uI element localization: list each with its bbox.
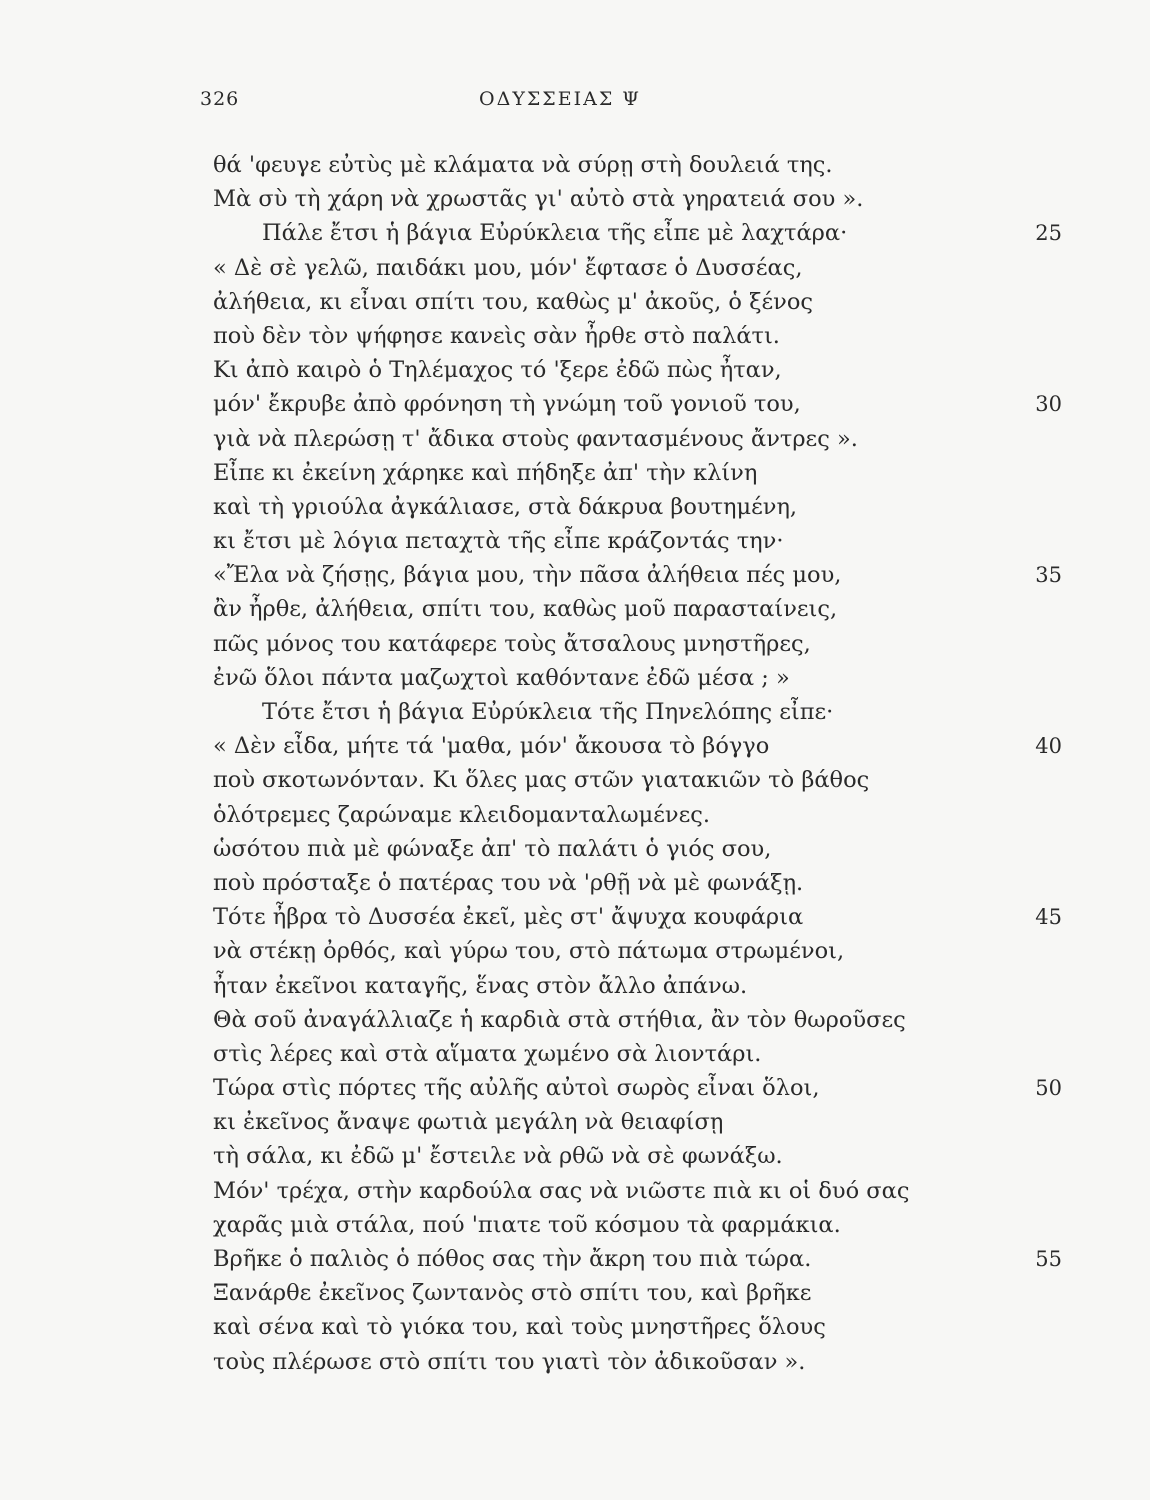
verse-line	[0, 558, 1150, 592]
verse-text: Μὰ σὺ τὴ χάρη νὰ χρωστᾶς γι' αὐτὸ στὰ γηρατειά σου ».	[213, 186, 864, 213]
verse-text: Εἶπε κι ἐκείνη χάρηκε καὶ πήδηξε ἀπ' τὴν κλίνη	[213, 459, 758, 486]
line-number: 35	[1035, 563, 1062, 588]
verse-line	[0, 422, 1150, 456]
verse-line	[0, 490, 1150, 524]
verse-text: Τότε ἦβρα τὸ Δυσσέα ἐκεῖ, μὲς στ' ἄψυχα κουφάρια	[213, 904, 804, 931]
verse-text: τὴ σάλα, κι ἐδῶ μ' ἔστειλε νὰ ρθῶ νὰ σὲ φωνάξω.	[213, 1143, 783, 1170]
verse-text: Μόν' τρέχα, στὴν καρδούλα σας νὰ νιῶστε πιὰ κι οἱ δυό σας	[213, 1177, 910, 1204]
line-number: 55	[1035, 1247, 1062, 1271]
verse-line	[0, 353, 1150, 387]
verse-line	[0, 695, 1150, 729]
verse-line	[0, 798, 1150, 832]
verse-line	[0, 216, 1150, 250]
verse-text: μόν' ἔκρυβε ἀπὸ φρόνηση τὴ γνώμη τοῦ γονιοῦ του,	[213, 391, 801, 418]
verse-text: καὶ σένα καὶ τὸ γιόκα του, καὶ τοὺς μνηστῆρες ὅλους	[213, 1314, 826, 1341]
verse-line	[0, 969, 1150, 1003]
verse-text: ὁλότρεμες ζαρώναμε κλειδομανταλωμένες.	[213, 801, 710, 828]
verse-line	[0, 866, 1150, 900]
verse-line	[0, 285, 1150, 319]
verse-text: ποὺ δὲν τὸν ψήφησε κανεὶς σὰν ἦρθε στὸ παλάτι.	[213, 322, 780, 349]
verse-line	[0, 900, 1150, 934]
running-head: ΟΔΥΣΣΕΙΑΣ Ψ	[479, 88, 641, 110]
verse-text: «Ἔλα νὰ ζήσῃς, βάγια μου, τὴν πᾶσα ἀλήθεια πές μου,	[213, 562, 842, 589]
verse-text: Τότε ἔτσι ἡ βάγια Εὐρύκλεια τῆς Πηνελόπης εἶπε·	[262, 699, 834, 725]
verse-text: ἀλήθεια, κι εἶναι σπίτι του, καθὼς μ' ἀκοῦς, ὁ ξένος	[213, 288, 814, 315]
verse-line	[0, 832, 1150, 866]
verse-line	[0, 456, 1150, 490]
verse-text: ὡσότου πιὰ μὲ φώναξε ἀπ' τὸ παλάτι ὁ γιός σου,	[213, 835, 772, 862]
verse-line	[0, 148, 1150, 182]
verse-text: Ξανάρθε ἐκεῖνος ζωντανὸς στὸ σπίτι του, καὶ βρῆκε	[213, 1280, 812, 1307]
page-number: 326	[200, 88, 240, 110]
verse-line	[0, 1310, 1150, 1344]
verse-text: ἦταν ἐκεῖνοι καταγῆς, ἕνας στὸν ἄλλο ἀπάνω.	[213, 972, 748, 999]
verse-line	[0, 182, 1150, 216]
verse-text: ποὺ σκοτωνόνταν. Κι ὅλες μας στῶν γιατακιῶν τὸ βάθος	[213, 767, 870, 794]
line-number: 30	[1035, 392, 1062, 417]
verse-text: ἐνῶ ὅλοι πάντα μαζωχτοὶ καθόντανε ἐδῶ μέσα ; »	[213, 664, 790, 691]
verse-text: στὶς λέρες καὶ στὰ αἵματα χωμένο σὰ λιοντάρι.	[213, 1040, 762, 1067]
verse-line	[0, 1242, 1150, 1276]
verse-line	[0, 1105, 1150, 1139]
verse-text: « Δὲν εἶδα, μήτε τά 'μαθα, μόν' ἄκουσα τὸ βόγγο	[213, 733, 770, 760]
page-header	[200, 88, 920, 118]
line-number: 40	[1035, 734, 1062, 759]
verse-text: γιὰ νὰ πλερώσῃ τ' ἄδικα στοὺς φαντασμένους ἄντρες ».	[213, 425, 858, 452]
verse-text: τοὺς πλέρωσε στὸ σπίτι του γιατὶ τὸν ἀδικοῦσαν ».	[213, 1348, 806, 1375]
verse-line	[0, 1139, 1150, 1173]
verse-line	[0, 661, 1150, 695]
verse-text: πῶς μόνος του κατάφερε τοὺς ἄτσαλους μνηστῆρες,	[213, 630, 811, 657]
line-number: 50	[1035, 1076, 1062, 1101]
verse-line	[0, 729, 1150, 763]
verse-text: θά 'φευγε εὐτὺς μὲ κλάματα νὰ σύρῃ στὴ δουλειά της.	[213, 152, 833, 178]
verse-text: Πάλε ἔτσι ἡ βάγια Εὐρύκλεια τῆς εἶπε μὲ λαχτάρα·	[262, 220, 848, 247]
verse-line	[0, 1345, 1150, 1379]
verse-text: καὶ τὴ γριούλα ἀγκάλιασε, στὰ δάκρυα βουτημένη,	[213, 493, 798, 520]
line-number: 25	[1035, 221, 1062, 246]
verse-line	[0, 251, 1150, 285]
verse-line	[0, 1276, 1150, 1310]
verse-text: κι ἔτσι μὲ λόγια πεταχτὰ τῆς εἶπε κράζοντάς την·	[213, 528, 784, 555]
verse-line	[0, 1003, 1150, 1037]
verse-text: κι ἐκεῖνος ἄναψε φωτιὰ μεγάλη νὰ θειαφίσῃ	[213, 1109, 724, 1136]
verse-line	[0, 934, 1150, 968]
verse-line	[0, 627, 1150, 661]
verse-text: Βρῆκε ὁ παλιὸς ὁ πόθος σας τὴν ἄκρη του πιὰ τώρα.	[213, 1246, 812, 1272]
verse-line	[0, 319, 1150, 353]
verse-text: ποὺ πρόσταξε ὁ πατέρας του νὰ 'ρθῇ νὰ μὲ φωνάξῃ.	[213, 869, 804, 896]
verse-line	[0, 1174, 1150, 1208]
line-number: 45	[1035, 905, 1062, 930]
verse-line	[0, 592, 1150, 626]
verse-text: « Δὲ σὲ γελῶ, παιδάκι μου, μόν' ἔφτασε ὁ Δυσσέας,	[213, 254, 803, 281]
verse-text: Θὰ σοῦ ἀναγάλλιαζε ἡ καρδιὰ στὰ στήθια, ἂν τὸν θωροῦσες	[213, 1006, 906, 1033]
verse-line	[0, 524, 1150, 558]
verse-line	[0, 1071, 1150, 1105]
verse-line	[0, 1037, 1150, 1071]
verse-block	[0, 148, 1150, 1379]
verse-line	[0, 1208, 1150, 1242]
verse-text: χαρᾶς μιὰ στάλα, πού 'πιατε τοῦ κόσμου τὰ φαρμάκια.	[213, 1211, 841, 1238]
verse-text: Κι ἀπὸ καιρὸ ὁ Τηλέμαχος τό 'ξερε ἐδῶ πὼς ἦταν,	[213, 357, 782, 384]
verse-line	[0, 763, 1150, 797]
verse-text: Τώρα στὶς πόρτες τῆς αὐλῆς αὐτοὶ σωρὸς εἶναι ὅλοι,	[213, 1075, 820, 1102]
verse-text: νὰ στέκῃ ὀρθός, καὶ γύρω του, στὸ πάτωμα στρωμένοι,	[213, 938, 845, 965]
verse-text: ἂν ἦρθε, ἀλήθεια, σπίτι του, καθὼς μοῦ παρασταίνεις,	[213, 596, 838, 623]
verse-line	[0, 387, 1150, 421]
